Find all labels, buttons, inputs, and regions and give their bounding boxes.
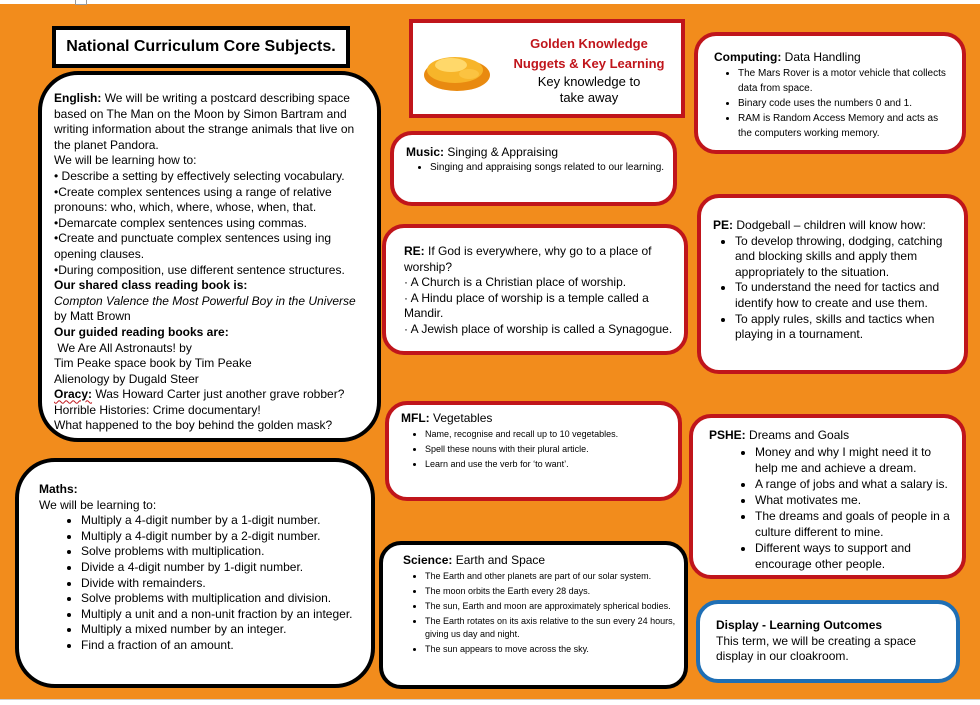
pe-item: • To understand the need for tactics and identify how to create and use them. bbox=[735, 280, 956, 311]
shared-reading-label: Our shared class reading book is: bbox=[54, 278, 248, 293]
science-box bbox=[379, 541, 688, 689]
science-item: • The sun appears to move across the sky. bbox=[425, 643, 676, 656]
computing-topic: Data Handling bbox=[781, 50, 861, 64]
display-text: This term, we will be creating a space display in our cloakroom. bbox=[716, 633, 917, 664]
english-bullet: •Create and punctuate complex sentences using ing opening clauses. bbox=[54, 231, 332, 261]
pe-topic: Dodgeball – children will know how: bbox=[733, 218, 926, 232]
re-heading: RE: bbox=[404, 244, 425, 258]
computing-item: • RAM is Random Access Memory and acts as the computers working memory. bbox=[738, 111, 954, 141]
re-box bbox=[382, 224, 688, 355]
computing-heading: Computing: bbox=[714, 50, 782, 64]
oracy-label: Oracy: bbox=[54, 387, 93, 402]
music-box bbox=[390, 131, 677, 206]
computing-box bbox=[694, 32, 966, 154]
maths-item: • Find a fraction of an amount. bbox=[81, 638, 363, 654]
mfl-topic: Vegetables bbox=[429, 411, 493, 425]
english-box bbox=[38, 71, 381, 442]
science-item: • The moon orbits the Earth every 28 days. bbox=[425, 585, 676, 598]
mfl-item: • Spell these nouns with their plural article. bbox=[425, 443, 670, 456]
maths-item: • Divide a 4-digit number by 1-digit number. bbox=[81, 560, 363, 576]
golden-text bbox=[495, 34, 683, 106]
re-content bbox=[404, 244, 676, 338]
window-bottom-strip bbox=[0, 699, 980, 705]
display-box bbox=[696, 600, 960, 683]
pshe-heading: PSHE: bbox=[709, 428, 746, 442]
english-heading: English: bbox=[54, 91, 102, 105]
science-item: • The Earth rotates on its axis relative to the sun every 24 hours, giving us day and night. bbox=[425, 615, 676, 641]
shared-reading-author: by Matt Brown bbox=[54, 309, 131, 324]
guided-reading-label: Our guided reading books are: bbox=[54, 324, 229, 339]
re-line: · A Hindu place of worship is a temple called a Mandir. bbox=[404, 290, 649, 321]
page-title: National Curriculum Core Subjects. bbox=[66, 38, 336, 55]
pe-item: • To apply rules, skills and tactics when playing in a tournament. bbox=[735, 312, 956, 343]
english-extra-line: Horrible Histories: Crime documentary! bbox=[54, 402, 261, 417]
pe-list bbox=[713, 234, 956, 343]
computing-item: • Binary code uses the numbers 0 and 1. bbox=[738, 96, 954, 111]
maths-item: • Multiply a 4-digit number by a 2-digit number. bbox=[81, 529, 363, 545]
pshe-topic: Dreams and Goals bbox=[745, 428, 850, 442]
mfl-heading: MFL: bbox=[401, 411, 430, 425]
maths-item: • Divide with remainders. bbox=[81, 576, 363, 592]
science-list bbox=[403, 570, 676, 656]
mfl-item: • Learn and use the verb for ‘to want’. bbox=[425, 458, 670, 471]
shared-reading-title: Compton Valence the Most Powerful Boy in the Universe bbox=[54, 293, 356, 308]
music-item: • Singing and appraising songs related to our learning. bbox=[430, 161, 665, 175]
pshe-item: • A range of jobs and what a salary is. bbox=[755, 476, 954, 492]
english-content bbox=[54, 91, 369, 434]
pshe-list bbox=[709, 444, 954, 572]
science-item: • The Earth and other planets are part of our solar system. bbox=[425, 570, 676, 583]
golden-subtitle: Key knowledge to bbox=[537, 74, 641, 89]
pshe-item: • What motivates me. bbox=[755, 492, 954, 508]
pe-box bbox=[697, 194, 968, 374]
english-bullet: •Create complex sentences using a range of relative pronouns: who, which, where, whose, when, that. bbox=[54, 184, 332, 215]
golden-heading: Nuggets & Key Learning bbox=[513, 56, 665, 71]
maths-item: • Solve problems with multiplication. bbox=[81, 544, 363, 560]
golden-nugget-icon bbox=[421, 45, 493, 95]
science-heading: Science: bbox=[403, 553, 453, 567]
english-bullet: • Describe a setting by effectively selecting vocabulary. bbox=[54, 168, 345, 183]
maths-heading: Maths: bbox=[39, 482, 78, 496]
computing-item: • The Mars Rover is a motor vehicle that collects data from space. bbox=[738, 66, 954, 96]
science-topic: Earth and Space bbox=[452, 553, 546, 567]
display-heading: Display - Learning Outcomes bbox=[716, 618, 883, 632]
music-topic: Singing & Appraising bbox=[444, 145, 559, 159]
pe-item: • To develop throwing, dodging, catching and blocking skills and apply them appropriately to the situation. bbox=[735, 234, 956, 281]
maths-item: • Multiply a mixed number by an integer. bbox=[81, 622, 363, 638]
maths-item: • Multiply a 4-digit number by a 1-digit number. bbox=[81, 513, 363, 529]
guided-book: We Are All Astronauts! by bbox=[54, 340, 192, 355]
mfl-box bbox=[385, 401, 682, 501]
window-top-marker bbox=[75, 0, 87, 5]
english-learning-label: We will be learning how to: bbox=[54, 153, 197, 168]
pshe-item: • The dreams and goals of people in a culture different to mine. bbox=[755, 508, 954, 540]
computing-list bbox=[714, 66, 954, 141]
english-extra-line: What happened to the boy behind the golden mask? bbox=[54, 418, 333, 433]
maths-intro: We will be learning to: bbox=[39, 497, 157, 512]
english-bullet: •Demarcate complex sentences using commas. bbox=[54, 215, 307, 230]
maths-list bbox=[39, 513, 363, 653]
re-line: · A Jewish place of worship is called a Synagogue. bbox=[404, 321, 673, 336]
science-item: • The sun, Earth and moon are approximately spherical bodies. bbox=[425, 600, 676, 613]
guided-book: Alienology by Dugald Steer bbox=[54, 371, 199, 386]
english-intro: We will be writing a postcard describing space based on The Man on the Moon by Simon Bartram and writing information about the strange animals that live on the planet Pandora. bbox=[54, 91, 355, 152]
golden-heading: Golden Knowledge bbox=[530, 36, 648, 51]
maths-item: • Solve problems with multiplication and division. bbox=[81, 591, 363, 607]
oracy-text: Was Howard Carter just another grave robber? bbox=[92, 387, 345, 402]
pshe-box bbox=[689, 414, 966, 579]
maths-item: • Multiply a unit and a non-unit fraction by an integer. bbox=[81, 607, 363, 623]
english-bullet: •During composition, use different sentence structures. bbox=[54, 262, 345, 277]
golden-knowledge-box bbox=[409, 19, 685, 118]
mfl-item: • Name, recognise and recall up to 10 vegetables. bbox=[425, 428, 670, 441]
re-question: If God is everywhere, why go to a place of worship? bbox=[404, 244, 652, 274]
music-list bbox=[406, 161, 665, 175]
pshe-item: • Different ways to support and encourage other people. bbox=[755, 540, 954, 572]
maths-box bbox=[15, 458, 375, 688]
title-box bbox=[52, 26, 350, 68]
mfl-list bbox=[401, 428, 670, 471]
window-top-strip bbox=[0, 0, 980, 4]
maths-content bbox=[39, 482, 363, 654]
golden-subtitle: take away bbox=[559, 90, 619, 105]
guided-book: Tim Peake space book by Tim Peake bbox=[54, 356, 252, 371]
music-heading: Music: bbox=[406, 145, 445, 159]
re-line: · A Church is a Christian place of worship. bbox=[404, 275, 627, 290]
pshe-item: • Money and why I might need it to help me and achieve a dream. bbox=[755, 444, 954, 476]
pe-heading: PE: bbox=[713, 218, 734, 232]
